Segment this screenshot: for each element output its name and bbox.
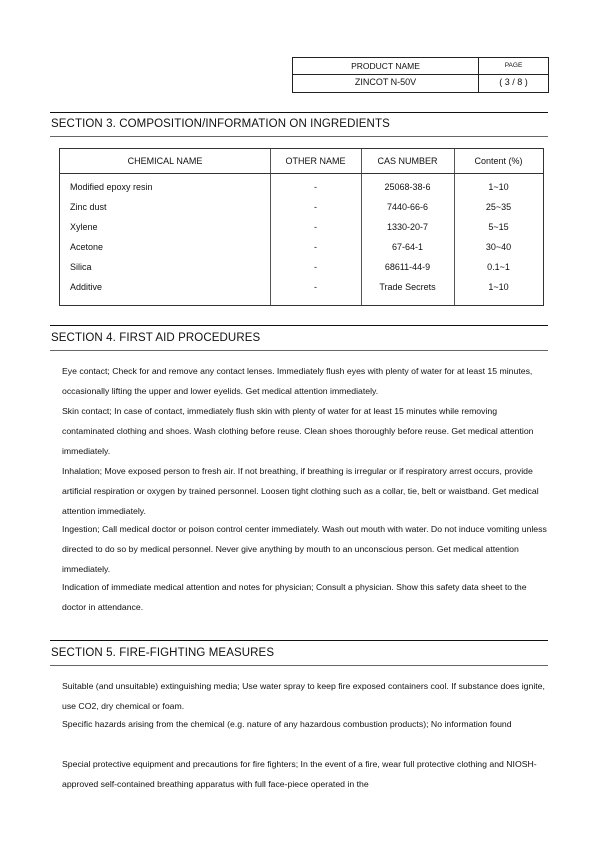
section5-bottom-rule (50, 665, 548, 666)
text-extinguishing-media: Use water spray to keep fire exposed containers cool. If substance does ignite, use CO2, dry chemical or foam. (62, 681, 545, 711)
fire-extinguishing-media (62, 676, 548, 716)
section4-top-rule (50, 325, 548, 326)
cell-other-name: - (314, 222, 317, 232)
page-label: PAGE (504, 62, 523, 69)
cell-chemical-name: Silica (70, 262, 92, 272)
cell-cas-number: 7440-66-6 (386, 202, 429, 212)
text-skin-contact: In case of contact, immediately flush skin with plenty of water for at least 15 minutes while removing contaminated clothing and shoes. Wash clothing before reuse. Clean shoes thoroughly before reuse. Get medical attention immediately. (62, 406, 534, 456)
first-aid-eye-contact (62, 361, 548, 401)
ingredients-table (59, 148, 544, 306)
column-header-chemical-name: CHEMICAL NAME (127, 156, 203, 166)
cell-chemical-name: Additive (70, 282, 103, 292)
cell-other-name: - (314, 262, 317, 272)
first-aid-inhalation (62, 461, 548, 521)
cell-other-name: - (314, 202, 317, 212)
cell-content: 1~10 (488, 182, 509, 192)
section5-title: SECTION 5. FIRE-FIGHTING MEASURES (51, 647, 275, 659)
section3-title: SECTION 3. COMPOSITION/INFORMATION ON INGREDIENTS (51, 118, 390, 130)
term-inhalation: Inhalation; (62, 466, 103, 476)
product-header-box (292, 57, 549, 93)
cell-chemical-name: Zinc dust (70, 202, 107, 212)
cell-other-name: - (314, 182, 317, 192)
cell-content: 0.1~1 (487, 262, 510, 272)
text-physician-notes: Consult a physician. Show this safety data sheet to the doctor in attendance. (62, 582, 527, 612)
text-protective-equipment: In the event of a fire, wear full protective clothing and NIOSH-approved self-contained breathing apparatus with full face-piece operated in the (62, 759, 537, 789)
cell-cas-number: 25068-38-6 (384, 182, 431, 192)
cell-chemical-name: Modified epoxy resin (70, 182, 153, 192)
cell-other-name: - (314, 282, 317, 292)
page-number: ( 3 / 8 ) (499, 77, 528, 87)
cell-other-name: - (314, 242, 317, 252)
section5-top-rule (50, 640, 548, 641)
text-specific-hazards: No information found (428, 719, 512, 729)
product-name-label: PRODUCT NAME (351, 61, 420, 71)
term-physician-notes: Indication of immediate medical attention and notes for physician; (62, 582, 314, 592)
text-inhalation: Move exposed person to fresh air. If not breathing, if breathing is irregular or if respiratory arrest occurs, provide artificial respiration or oxygen by trained personnel. Loosen tight clothing such as a collar, tie, belt or waistband. Get medical attention immediately. (62, 466, 539, 516)
fire-specific-hazards (62, 714, 548, 734)
term-extinguishing-media: Suitable (and unsuitable) extinguishing media; (62, 681, 240, 691)
cell-cas-number: 68611-44-9 (384, 262, 431, 272)
cell-content: 1~10 (488, 282, 509, 292)
section4-bottom-rule (50, 350, 548, 351)
product-name-value: ZINCOT N-50V (354, 77, 417, 87)
product-name-cell (293, 58, 479, 92)
term-eye-contact: Eye contact; (62, 366, 110, 376)
cell-cas-number: Trade Secrets (379, 282, 436, 292)
page-cell (479, 58, 548, 92)
cell-chemical-name: Xylene (70, 222, 98, 232)
first-aid-physician-notes (62, 577, 548, 617)
column-header-cas-number: CAS NUMBER (377, 156, 438, 166)
section3-bottom-rule (50, 136, 548, 137)
cell-cas-number: 67-64-1 (391, 242, 424, 252)
text-ingestion: Call medical doctor or poison control center immediately. Wash out mouth with water. Do not induce vomiting unless directed to do so by medical personnel. Never give anything by mouth to an unconscious person. Get medical attention immediately. (62, 524, 547, 574)
term-skin-contact: Skin contact; (62, 406, 112, 416)
cell-chemical-name: Acetone (70, 242, 104, 252)
text-eye-contact: Check for and remove any contact lenses. Immediately flush eyes with plenty of water for at least 15 minutes, occasionally lifting the upper and lower eyelids. Get medical attention immediately. (62, 366, 533, 396)
header-divider (293, 74, 548, 75)
cell-content: 5~15 (488, 222, 509, 232)
first-aid-ingestion (62, 519, 548, 579)
cell-content: 30~40 (485, 242, 512, 252)
term-ingestion: Ingestion; (62, 524, 100, 534)
term-specific-hazards: Specific hazards arising from the chemical (e.g. nature of any hazardous combustion products); (62, 719, 429, 729)
table-header-divider (60, 173, 543, 174)
first-aid-skin-contact (62, 401, 548, 461)
term-protective-equipment: Special protective equipment and precautions for fire fighters; (62, 759, 299, 769)
section4-title: SECTION 4. FIRST AID PROCEDURES (51, 332, 261, 344)
section3-top-rule (50, 112, 548, 113)
cell-content: 25~35 (485, 202, 512, 212)
fire-protective-equipment (62, 754, 548, 794)
column-header-other-name: OTHER NAME (285, 156, 346, 166)
cell-cas-number: 1330-20-7 (386, 222, 429, 232)
column-header-content: Content (%) (474, 156, 523, 166)
